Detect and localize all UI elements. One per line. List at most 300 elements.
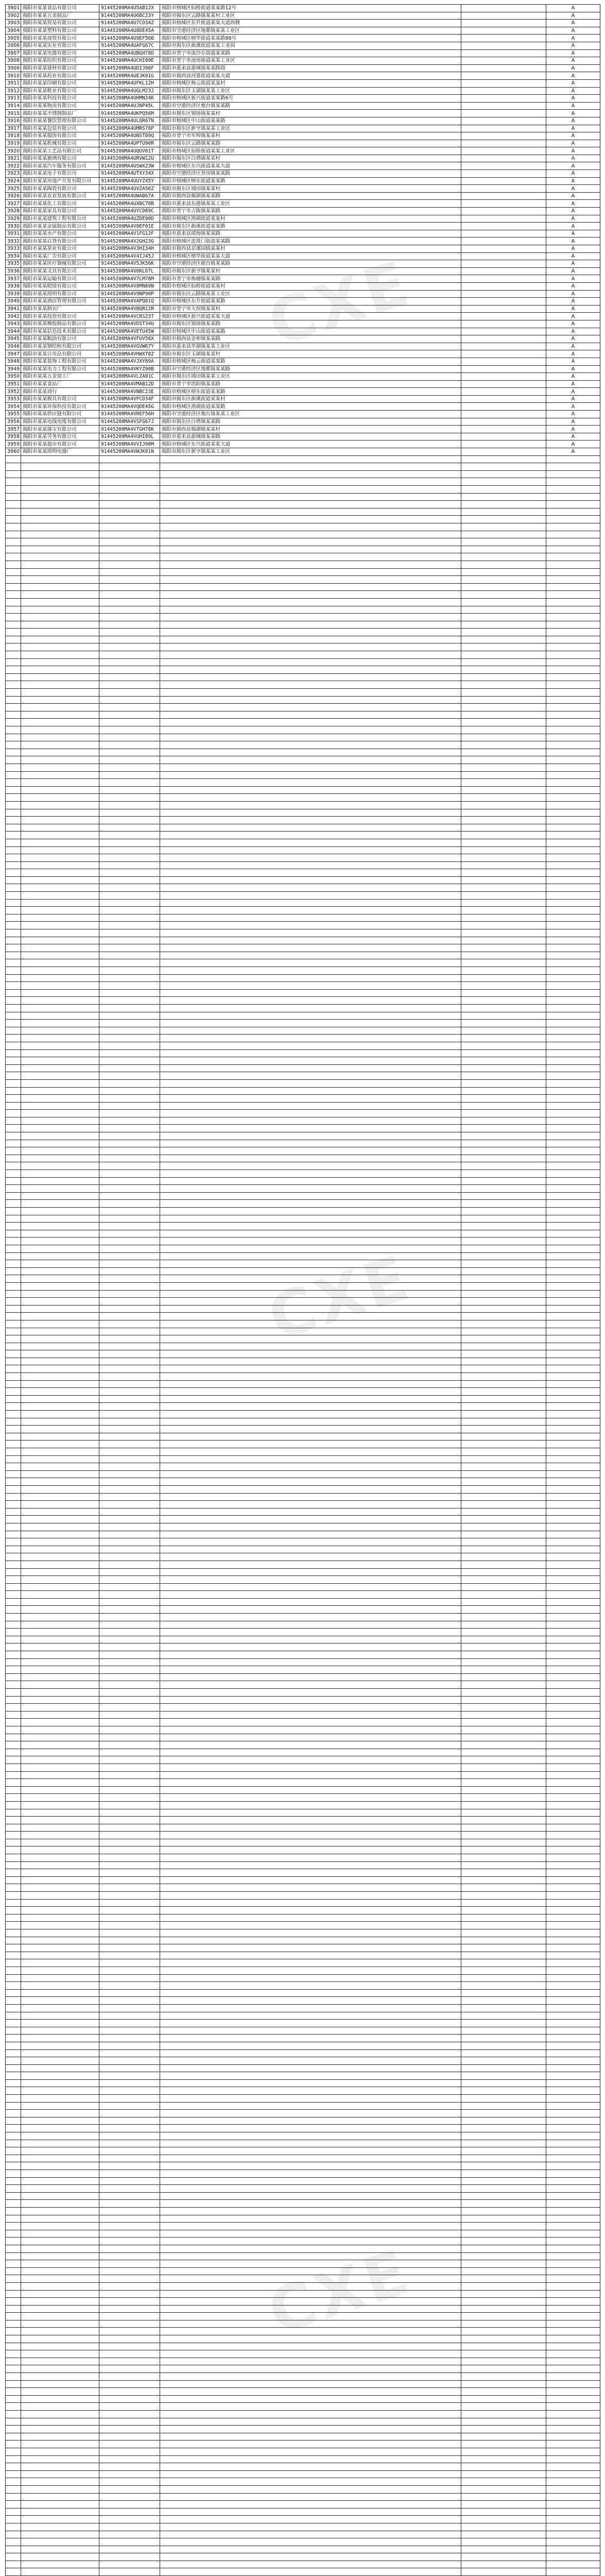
taxpayer-name: 揭阳市某某印刷有限公司 [21,79,99,87]
table-row [6,1147,600,1155]
blank-cell [461,643,546,651]
table-row [6,365,600,373]
blank-cell [461,185,546,193]
credit-grade [546,1140,600,1147]
taxpayer-address [160,2553,461,2561]
table-row [6,2185,600,2193]
taxpayer-address [160,726,461,734]
row-number [6,463,21,471]
table-row [6,2298,600,2306]
table-row [6,1004,600,1012]
table-row [6,2042,600,2049]
taxpayer-id: 91445200MA4V8MN89N [99,282,160,290]
taxpayer-id [99,1290,160,1298]
taxpayer-address [160,2275,461,2283]
taxpayer-name [21,1230,99,1238]
taxpayer-address: 揭阳市榕城区渔湖街道某某路 [160,403,461,411]
taxpayer-name [21,1411,99,1418]
blank-cell [461,2455,546,2463]
credit-grade [546,1282,600,1290]
taxpayer-address [160,1463,461,1471]
taxpayer-address [160,846,461,854]
taxpayer-address [160,2057,461,2065]
taxpayer-name: 揭阳市某某日用品有限公司 [21,350,99,358]
taxpayer-id [99,1470,160,1478]
taxpayer-address [160,1899,461,1907]
table-row [6,1470,600,1478]
taxpayer-id [99,629,160,636]
blank-cell [461,298,546,306]
table-row [6,162,600,170]
taxpayer-name [21,1049,99,1057]
taxpayer-name [21,508,99,516]
credit-grade [546,1411,600,1418]
blank-cell [461,42,546,49]
table-row [6,2020,600,2027]
taxpayer-address: 揭阳市榕城区仙桥街道某某工业区 [160,147,461,155]
blank-cell [461,1087,546,1095]
blank-cell [461,989,546,997]
taxpayer-name [21,1418,99,1426]
credit-grade [546,2238,600,2245]
taxpayer-address [160,2267,461,2275]
credit-grade [546,846,600,854]
taxpayer-address: 揭阳市榕城区东兴街道某某大道 [160,440,461,448]
taxpayer-id [99,2079,160,2087]
credit-grade: A [546,49,600,57]
taxpayer-name: 揭阳市某某食品厂 [21,380,99,388]
table-row [6,1967,600,1974]
blank-cell [461,1614,546,1621]
table-row [6,2012,600,2020]
taxpayer-address: 揭阳市揭东区白塔镇某某村 [160,155,461,162]
taxpayer-name: 揭阳市某某五金制品厂 [21,12,99,20]
taxpayer-name [21,1989,99,1997]
credit-grade [546,2155,600,2162]
credit-grade [546,1681,600,1689]
taxpayer-address [160,1666,461,1674]
taxpayer-id [99,944,160,952]
blank-cell [461,598,546,606]
taxpayer-id [99,997,160,1005]
blank-cell [461,140,546,147]
taxpayer-name [21,1801,99,1809]
table-row [6,267,600,275]
blank-cell [461,1373,546,1381]
taxpayer-id: 91445200MA4U6BC23Y [99,12,160,20]
table-row [6,1673,600,1681]
row-number [6,591,21,599]
blank-cell [461,2546,546,2553]
table-row [6,1516,600,1523]
taxpayer-address [160,2358,461,2365]
row-number [6,764,21,771]
taxpayer-address [160,861,461,869]
credit-grade [546,2485,600,2493]
taxpayer-address [160,2238,461,2245]
blank-cell [461,2177,546,2185]
table-row [6,1861,600,1869]
credit-grade [546,756,600,764]
credit-grade [546,854,600,862]
row-number [6,2531,21,2538]
row-number: 3954 [6,403,21,411]
row-number [6,771,21,779]
blank-cell [461,508,546,516]
credit-grade [546,2245,600,2252]
taxpayer-id [99,516,160,523]
taxpayer-name [21,1012,99,1020]
taxpayer-address [160,1861,461,1869]
taxpayer-id [99,1343,160,1350]
taxpayer-name [21,1478,99,1486]
table-row [6,779,600,787]
row-number [6,1967,21,1974]
taxpayer-id: 91445200MA4V5JK56K [99,260,160,268]
blank-cell [461,538,546,546]
taxpayer-name [21,1140,99,1147]
blank-cell [461,801,546,809]
blank-cell [461,1132,546,1140]
taxpayer-name [21,1583,99,1591]
credit-grade [546,1967,600,1974]
row-number [6,2162,21,2170]
taxpayer-address [160,1643,461,1651]
blank-cell [461,839,546,846]
taxpayer-name [21,629,99,636]
taxpayer-name: 揭阳市某某信息技术有限公司 [21,328,99,335]
table-row [6,2027,600,2035]
row-number [6,2568,21,2576]
credit-grade [546,1177,600,1185]
table-row [6,643,600,651]
table-row [6,49,600,57]
taxpayer-name [21,1147,99,1155]
taxpayer-address [160,1771,461,1779]
taxpayer-address [160,1568,461,1576]
taxpayer-id [99,1508,160,1516]
taxpayer-address [160,944,461,952]
blank-cell [461,591,546,599]
blank-cell [461,223,546,230]
credit-grade: A [546,215,600,223]
table-row [6,929,600,937]
table-row [6,2455,600,2463]
blank-cell [461,854,546,862]
taxpayer-id [99,779,160,787]
taxpayer-address [160,2350,461,2358]
taxpayer-id [99,1004,160,1012]
credit-grade [546,1020,600,1027]
taxpayer-id: 91445200MA4V9NP90P [99,290,160,298]
taxpayer-address [160,1335,461,1343]
row-number [6,2079,21,2087]
table-row [6,892,600,900]
taxpayer-id [99,531,160,538]
taxpayer-name [21,1223,99,1230]
blank-cell [461,230,546,238]
table-row [6,1553,600,1561]
credit-grade [546,598,600,606]
credit-grade [546,2501,600,2509]
blank-cell [461,1027,546,1035]
credit-grade [546,1516,600,1523]
table-row [6,2147,600,2155]
credit-grade: A [546,64,600,72]
taxpayer-id: 91445200MA4VGVW67Y [99,343,160,350]
table-row [6,869,600,877]
table-row [6,1388,600,1396]
taxpayer-address [160,2230,461,2238]
table-row [6,1839,600,1846]
taxpayer-name [21,689,99,697]
table-row [6,1786,600,1794]
taxpayer-address [160,1147,461,1155]
credit-grade [546,2192,600,2200]
taxpayer-address: 揭阳市空港经济区砲台镇某某路 [160,260,461,268]
blank-cell [461,1937,546,1944]
taxpayer-id [99,1155,160,1162]
taxpayer-name: 揭阳市某某农业发展有限公司 [21,192,99,200]
blank-cell [461,884,546,892]
table-row [6,1448,600,1456]
taxpayer-address: 揭阳市榕城区中山街道某某路 [160,328,461,335]
taxpayer-id [99,756,160,764]
taxpayer-id [99,914,160,922]
row-number [6,1801,21,1809]
taxpayer-address [160,1493,461,1501]
blank-cell [461,170,546,178]
credit-grade [546,470,600,478]
row-number [6,1689,21,1697]
credit-grade [546,982,600,990]
credit-grade [546,1546,600,1553]
taxpayer-address [160,1275,461,1283]
blank-cell [461,907,546,914]
blank-cell [461,1531,546,1538]
taxpayer-id [99,1658,160,1666]
taxpayer-name [21,944,99,952]
taxpayer-name [21,1117,99,1125]
taxpayer-id [99,1117,160,1125]
taxpayer-address [160,711,461,719]
blank-cell [461,1914,546,1922]
blank-cell [461,1922,546,1929]
row-number: 3941 [6,305,21,313]
row-number [6,2358,21,2365]
row-number [6,952,21,959]
taxpayer-name [21,2358,99,2365]
row-number [6,1027,21,1035]
blank-cell [461,1621,546,1629]
taxpayer-id [99,2035,160,2042]
taxpayer-id [99,1817,160,1824]
credit-grade [546,801,600,809]
taxpayer-name [21,876,99,884]
credit-grade [546,734,600,741]
taxpayer-address [160,1478,461,1486]
credit-grade [546,944,600,952]
taxpayer-id [99,1275,160,1283]
taxpayer-address [160,470,461,478]
credit-grade [546,779,600,787]
credit-grade [546,576,600,584]
row-number [6,531,21,538]
taxpayer-id [99,1756,160,1764]
taxpayer-id [99,1764,160,1771]
row-number: 3928 [6,208,21,215]
blank-cell [461,651,546,659]
table-row [6,1463,600,1471]
blank-cell [461,290,546,298]
table-row [6,801,600,809]
table-row [6,1087,600,1095]
table-row [6,2064,600,2072]
blank-cell [461,997,546,1005]
credit-grade [546,553,600,561]
taxpayer-name [21,2328,99,2335]
credit-grade [546,2147,600,2155]
taxpayer-address [160,658,461,666]
taxpayer-id [99,1320,160,1328]
blank-cell [461,696,546,704]
row-number [6,1170,21,1178]
table-row [6,1561,600,1568]
taxpayer-name [21,2177,99,2185]
credit-grade [546,749,600,756]
taxpayer-id [99,749,160,756]
row-number [6,892,21,900]
taxpayer-address [160,696,461,704]
taxpayer-id [99,1553,160,1561]
taxpayer-address [160,2485,461,2493]
table-row [6,1328,600,1335]
blank-cell [461,771,546,779]
blank-cell [461,1260,546,1268]
row-number: 3926 [6,192,21,200]
taxpayer-address [160,1358,461,1365]
row-number [6,614,21,621]
taxpayer-id: 91445200MA4VVIJ90M [99,440,160,448]
blank-cell [461,493,546,501]
taxpayer-address [160,1832,461,1839]
table-row [6,1779,600,1787]
credit-grade [546,629,600,636]
taxpayer-name [21,591,99,599]
blank-cell [461,786,546,794]
row-number [6,2095,21,2103]
credit-grade [546,786,600,794]
taxpayer-address [160,2185,461,2193]
taxpayer-address [160,869,461,877]
taxpayer-address [160,1388,461,1396]
row-number [6,741,21,749]
table-row [6,132,600,140]
taxpayer-address [160,1223,461,1230]
taxpayer-address [160,967,461,975]
taxpayer-id [99,952,160,959]
taxpayer-id: 91445200MA4UDIJ90F [99,64,160,72]
taxpayer-id [99,1162,160,1170]
taxpayer-name [21,2012,99,2020]
taxpayer-address [160,1343,461,1350]
taxpayer-id [99,1411,160,1418]
row-number [6,832,21,839]
credit-grade [546,2035,600,2042]
taxpayer-address [160,1636,461,1643]
taxpayer-name [21,1162,99,1170]
credit-grade [546,1290,600,1298]
table-row [6,2320,600,2328]
taxpayer-name [21,463,99,471]
taxpayer-address [160,1673,461,1681]
blank-cell [461,2238,546,2245]
taxpayer-name: 揭阳市某某眼镜有限公司 [21,282,99,290]
taxpayer-name [21,2441,99,2448]
taxpayer-address [160,1944,461,1952]
taxpayer-address [160,786,461,794]
taxpayer-address [160,2102,461,2110]
taxpayer-name: 揭阳市某某电力工程有限公司 [21,365,99,373]
table-row [6,786,600,794]
taxpayer-name [21,1749,99,1756]
row-number: 3955 [6,411,21,418]
taxpayer-address: 揭阳市普宁市洪阳镇某某路 [160,380,461,388]
taxpayer-address: 揭阳市揭东区曲溪街道某某工业园 [160,42,461,49]
taxpayer-id [99,2455,160,2463]
taxpayer-id [99,1313,160,1320]
row-number: 3918 [6,132,21,140]
taxpayer-name [21,1922,99,1929]
taxpayer-id [99,1395,160,1403]
taxpayer-name [21,1929,99,1937]
credit-grade [546,1035,600,1042]
credit-grade [546,2365,600,2373]
taxpayer-name [21,2020,99,2027]
taxpayer-id [99,1922,160,1929]
row-number [6,869,21,877]
row-number [6,839,21,846]
credit-grade [546,2388,600,2396]
taxpayer-address [160,1809,461,1817]
taxpayer-name [21,1020,99,1027]
table-row [6,1621,600,1629]
taxpayer-name [21,1267,99,1275]
taxpayer-id [99,2267,160,2275]
taxpayer-id [99,1832,160,1839]
table-row [6,2095,600,2103]
taxpayer-name [21,1125,99,1132]
row-number: 3951 [6,380,21,388]
credit-grade: A [546,95,600,103]
row-number: 3953 [6,395,21,403]
credit-grade [546,2426,600,2433]
taxpayer-id [99,2177,160,2185]
taxpayer-address [160,1538,461,1546]
table-row [6,1485,600,1493]
row-number [6,2170,21,2178]
taxpayer-name [21,1395,99,1403]
row-number [6,2403,21,2411]
credit-grade [546,1846,600,1854]
taxpayer-name [21,1689,99,1697]
table-row [6,2411,600,2418]
taxpayer-id [99,1064,160,1072]
taxpayer-id [99,2335,160,2343]
credit-grade [546,1095,600,1103]
blank-cell [461,373,546,381]
taxpayer-name: 揭阳市某某钢结构有限公司 [21,343,99,350]
